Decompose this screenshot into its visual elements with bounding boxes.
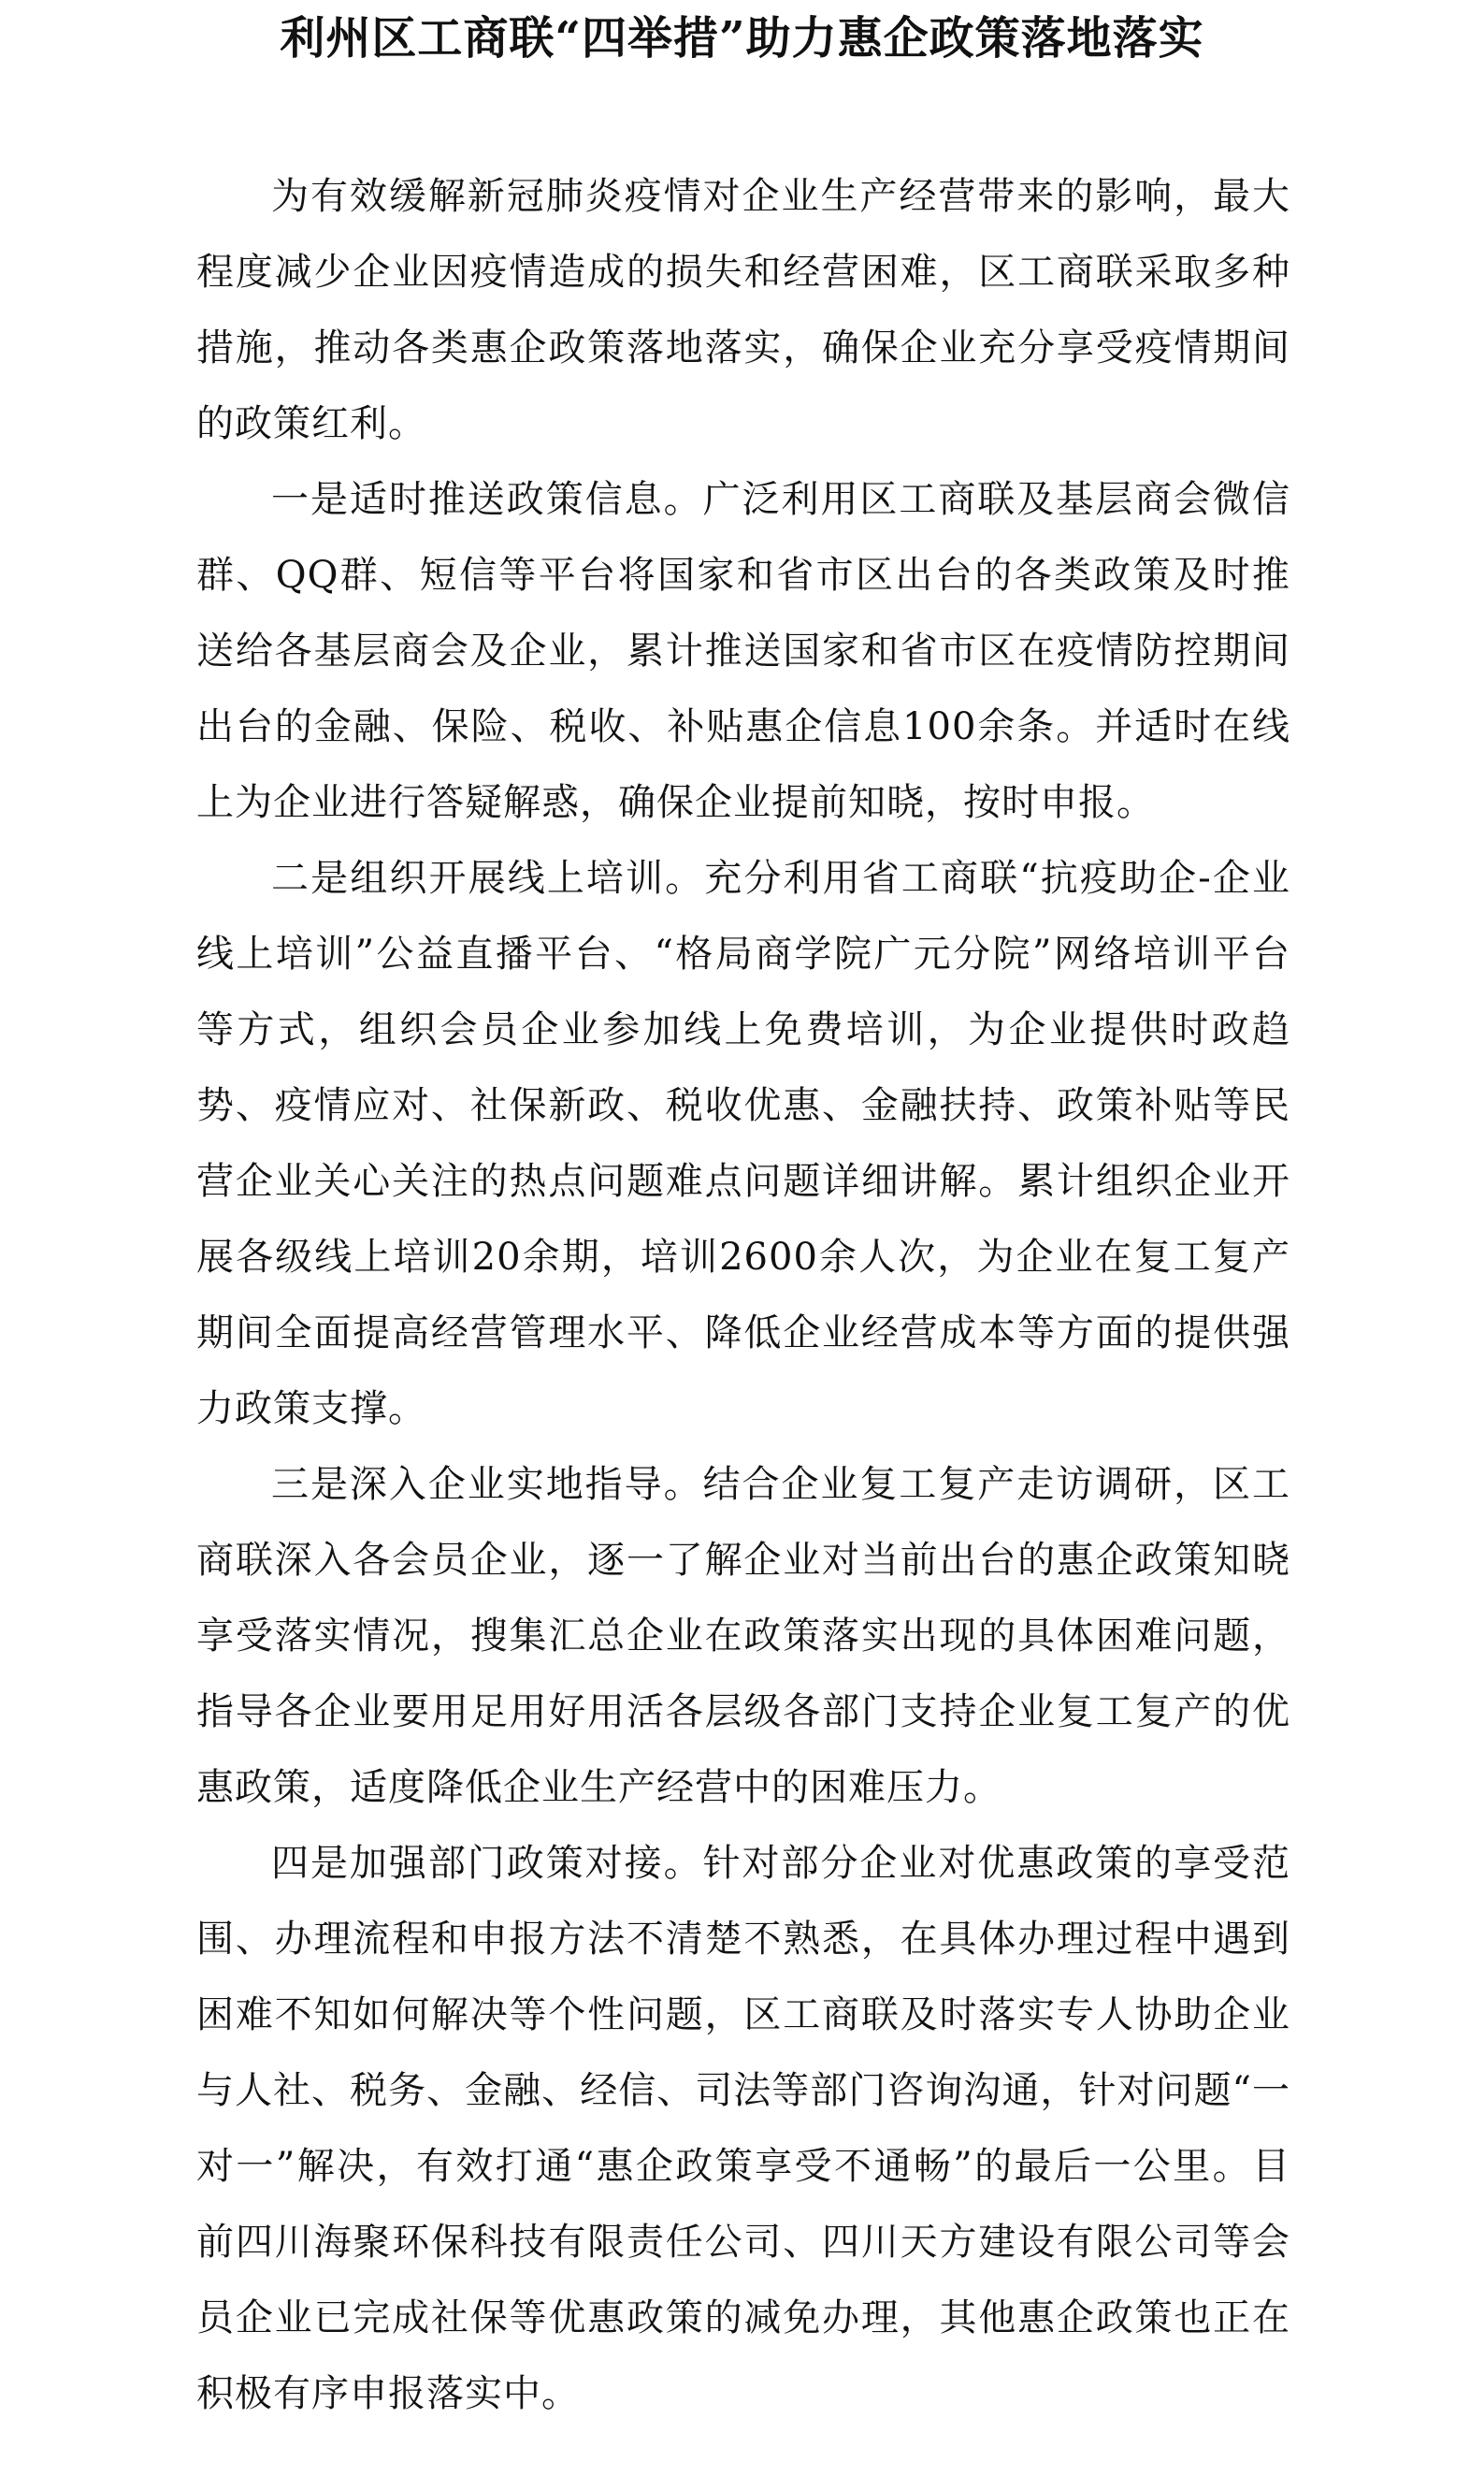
paragraph-text: 广泛利用区工商联及基层商会微信群、QQ群、短信等平台将国家和省市区出台的各类政策及时推送给各基层商会及企业，累计推送国家和省市区在疫情防控期间出台的金融、保险、税收、补贴惠企信息100余条。并适时在线上为企业进行答疑解惑，确保企业提前知晓，按时申报。 (196, 478, 1291, 824)
paragraph-lead: 四是加强部门政策对接。 (271, 1842, 703, 1885)
paragraph-lead: 一是适时推送政策信息。 (271, 478, 703, 521)
paragraph-text: 针对部分企业对优惠政策的享受范围、办理流程和申报方法不清楚不熟悉，在具体办理过程中遇到困难不知如何解决等个性问题，区工商联及时落实专人协助企业与人社、税务、金融、经信、司法等部门咨询沟通，针对问题“一对一”解决，有效打通“惠企政策享受不通畅”的最后一公里。目前四川海聚环保科技有限责任公司、四川天方建设有限公司等会员企业已完成社保等优惠政策的减免办理，其他惠企政策也正在积极有序申报落实中。 (196, 1842, 1291, 2415)
paragraph-text: 结合企业复工复产走访调研，区工商联深入各会员企业，逐一了解企业对当前出台的惠企政策知晓享受落实情况，搜集汇总企业在政策落实出现的具体困难问题，指导各企业要用足用好用活各层级各部门支持企业复工复产的优惠政策，适度降低企业生产经营中的困难压力。 (196, 1463, 1291, 1809)
paragraph-measure-3 (196, 1447, 1290, 1826)
paragraph-measure-1 (196, 462, 1290, 841)
paragraph-measure-4 (196, 1826, 1290, 2432)
paragraph-text: 充分利用省工商联“抗疫助企-企业线上培训”公益直播平台、“格局商学院广元分院”网络培训平台等方式，组织会员企业参加线上免费培训，为企业提供时政趋势、疫情应对、社保新政、税收优惠、金融扶持、政策补贴等民营企业关心关注的热点问题难点问题详细讲解。累计组织企业开展各级线上培训20余期，培训2600余人次，为企业在复工复产期间全面提高经营管理水平、降低企业经营成本等方面的提供强力政策支撑。 (196, 857, 1291, 1430)
paragraph-text: 为有效缓解新冠肺炎疫情对企业生产经营带来的影响，最大程度减少企业因疫情造成的损失和经营困难，区工商联采取多种措施，推动各类惠企政策落地落实，确保企业充分享受疫情期间的政策红利。 (196, 175, 1290, 445)
document-title: 利州区工商联“四举措”助力惠企政策落地落实 (280, 12, 1204, 65)
document-body (196, 159, 1290, 2432)
paragraph-intro (196, 159, 1290, 462)
paragraph-lead: 三是深入企业实地指导。 (271, 1463, 703, 1506)
paragraph-measure-2 (196, 841, 1290, 1447)
paragraph-lead: 二是组织开展线上培训。 (271, 857, 705, 900)
